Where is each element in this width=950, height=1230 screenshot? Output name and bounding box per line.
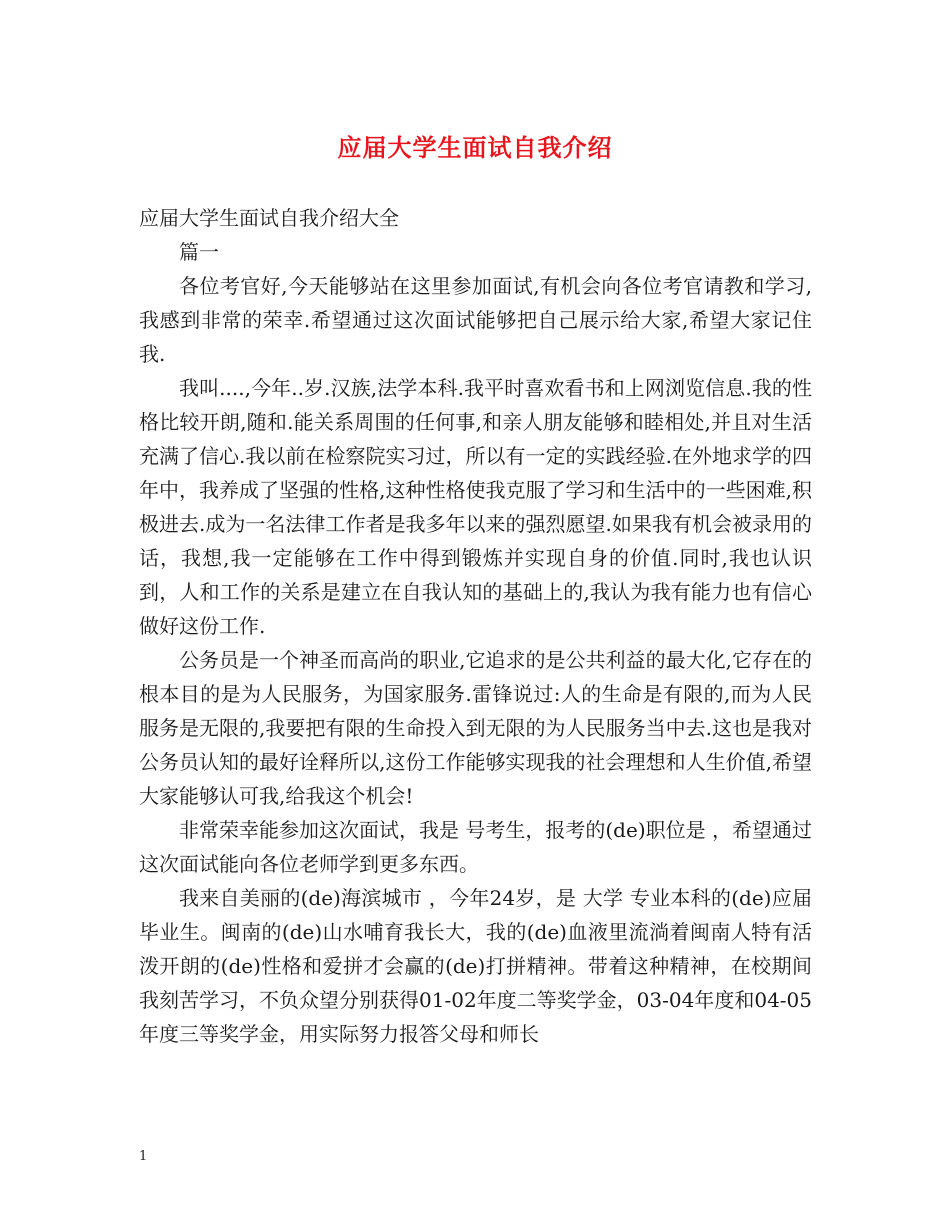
document-body [139,201,812,1051]
document-title: 应届大学生面试自我介绍 [337,134,613,162]
paragraph-5: 我来自美丽的(de)海滨城市 ，今年24岁，是 大学 专业本科的(de)应届毕业生。闽南的(de)山水哺育我长大，我的(de)血液里流淌着闽南人特有活泼开朗的(de)性格和爱拼才会赢的(de)打拼精神。带着这种精神，在校期间我刻苦学习，不负众望分别获得01-02年度二等奖学金，03-04年度和04-05年度三等奖学金，用实际努力报答父母和师长 [139,886,812,1046]
page-number: 1 [139,1149,148,1164]
paragraph-1: 各位考官好,今天能够站在这里参加面试,有机会向各位考官请教和学习,我感到非常的荣幸.希望通过这次面试能够把自己展示给大家,希望大家记住我. [139,274,812,366]
document-subtitle: 应届大学生面试自我介绍大全 [139,206,399,230]
paragraph-3: 公务员是一个神圣而高尚的职业,它追求的是公共利益的最大化,它存在的根本目的是为人民服务，为国家服务.雷锋说过:人的生命是有限的,而为人民服务是无限的,我要把有限的生命投入到无限的为人民服务当中去.这也是我对公务员认知的最好诠释所以,这份工作能够实现我的社会理想和人生价值,希望大家能够认可我,给我这个机会! [139,648,812,808]
section-label: 篇一 [179,240,219,264]
paragraph-2: 我叫....,今年..岁.汉族,法学本科.我平时喜欢看书和上网浏览信息.我的性格比较开朗,随和.能关系周围的任何事,和亲人朋友能够和睦相处,并且对生活充满了信心.我以前在检察院实习过，所以有一定的实践经验.在外地求学的四年中，我养成了坚强的性格,这种性格使我克服了学习和生活中的一些困难,积极进去.成为一名法律工作者是我多年以来的强烈愿望.如果我有机会被录用的话，我想,我一定能够在工作中得到锻炼并实现自身的价值.同时,我也认识到，人和工作的关系是建立在自我认知的基础上的,我认为我有能力也有信心做好这份工作. [139,376,812,638]
paragraph-4: 非常荣幸能参加这次面试，我是 号考生，报考的(de)职位是 ，希望通过这次面试能向各位老师学到更多东西。 [139,818,812,876]
